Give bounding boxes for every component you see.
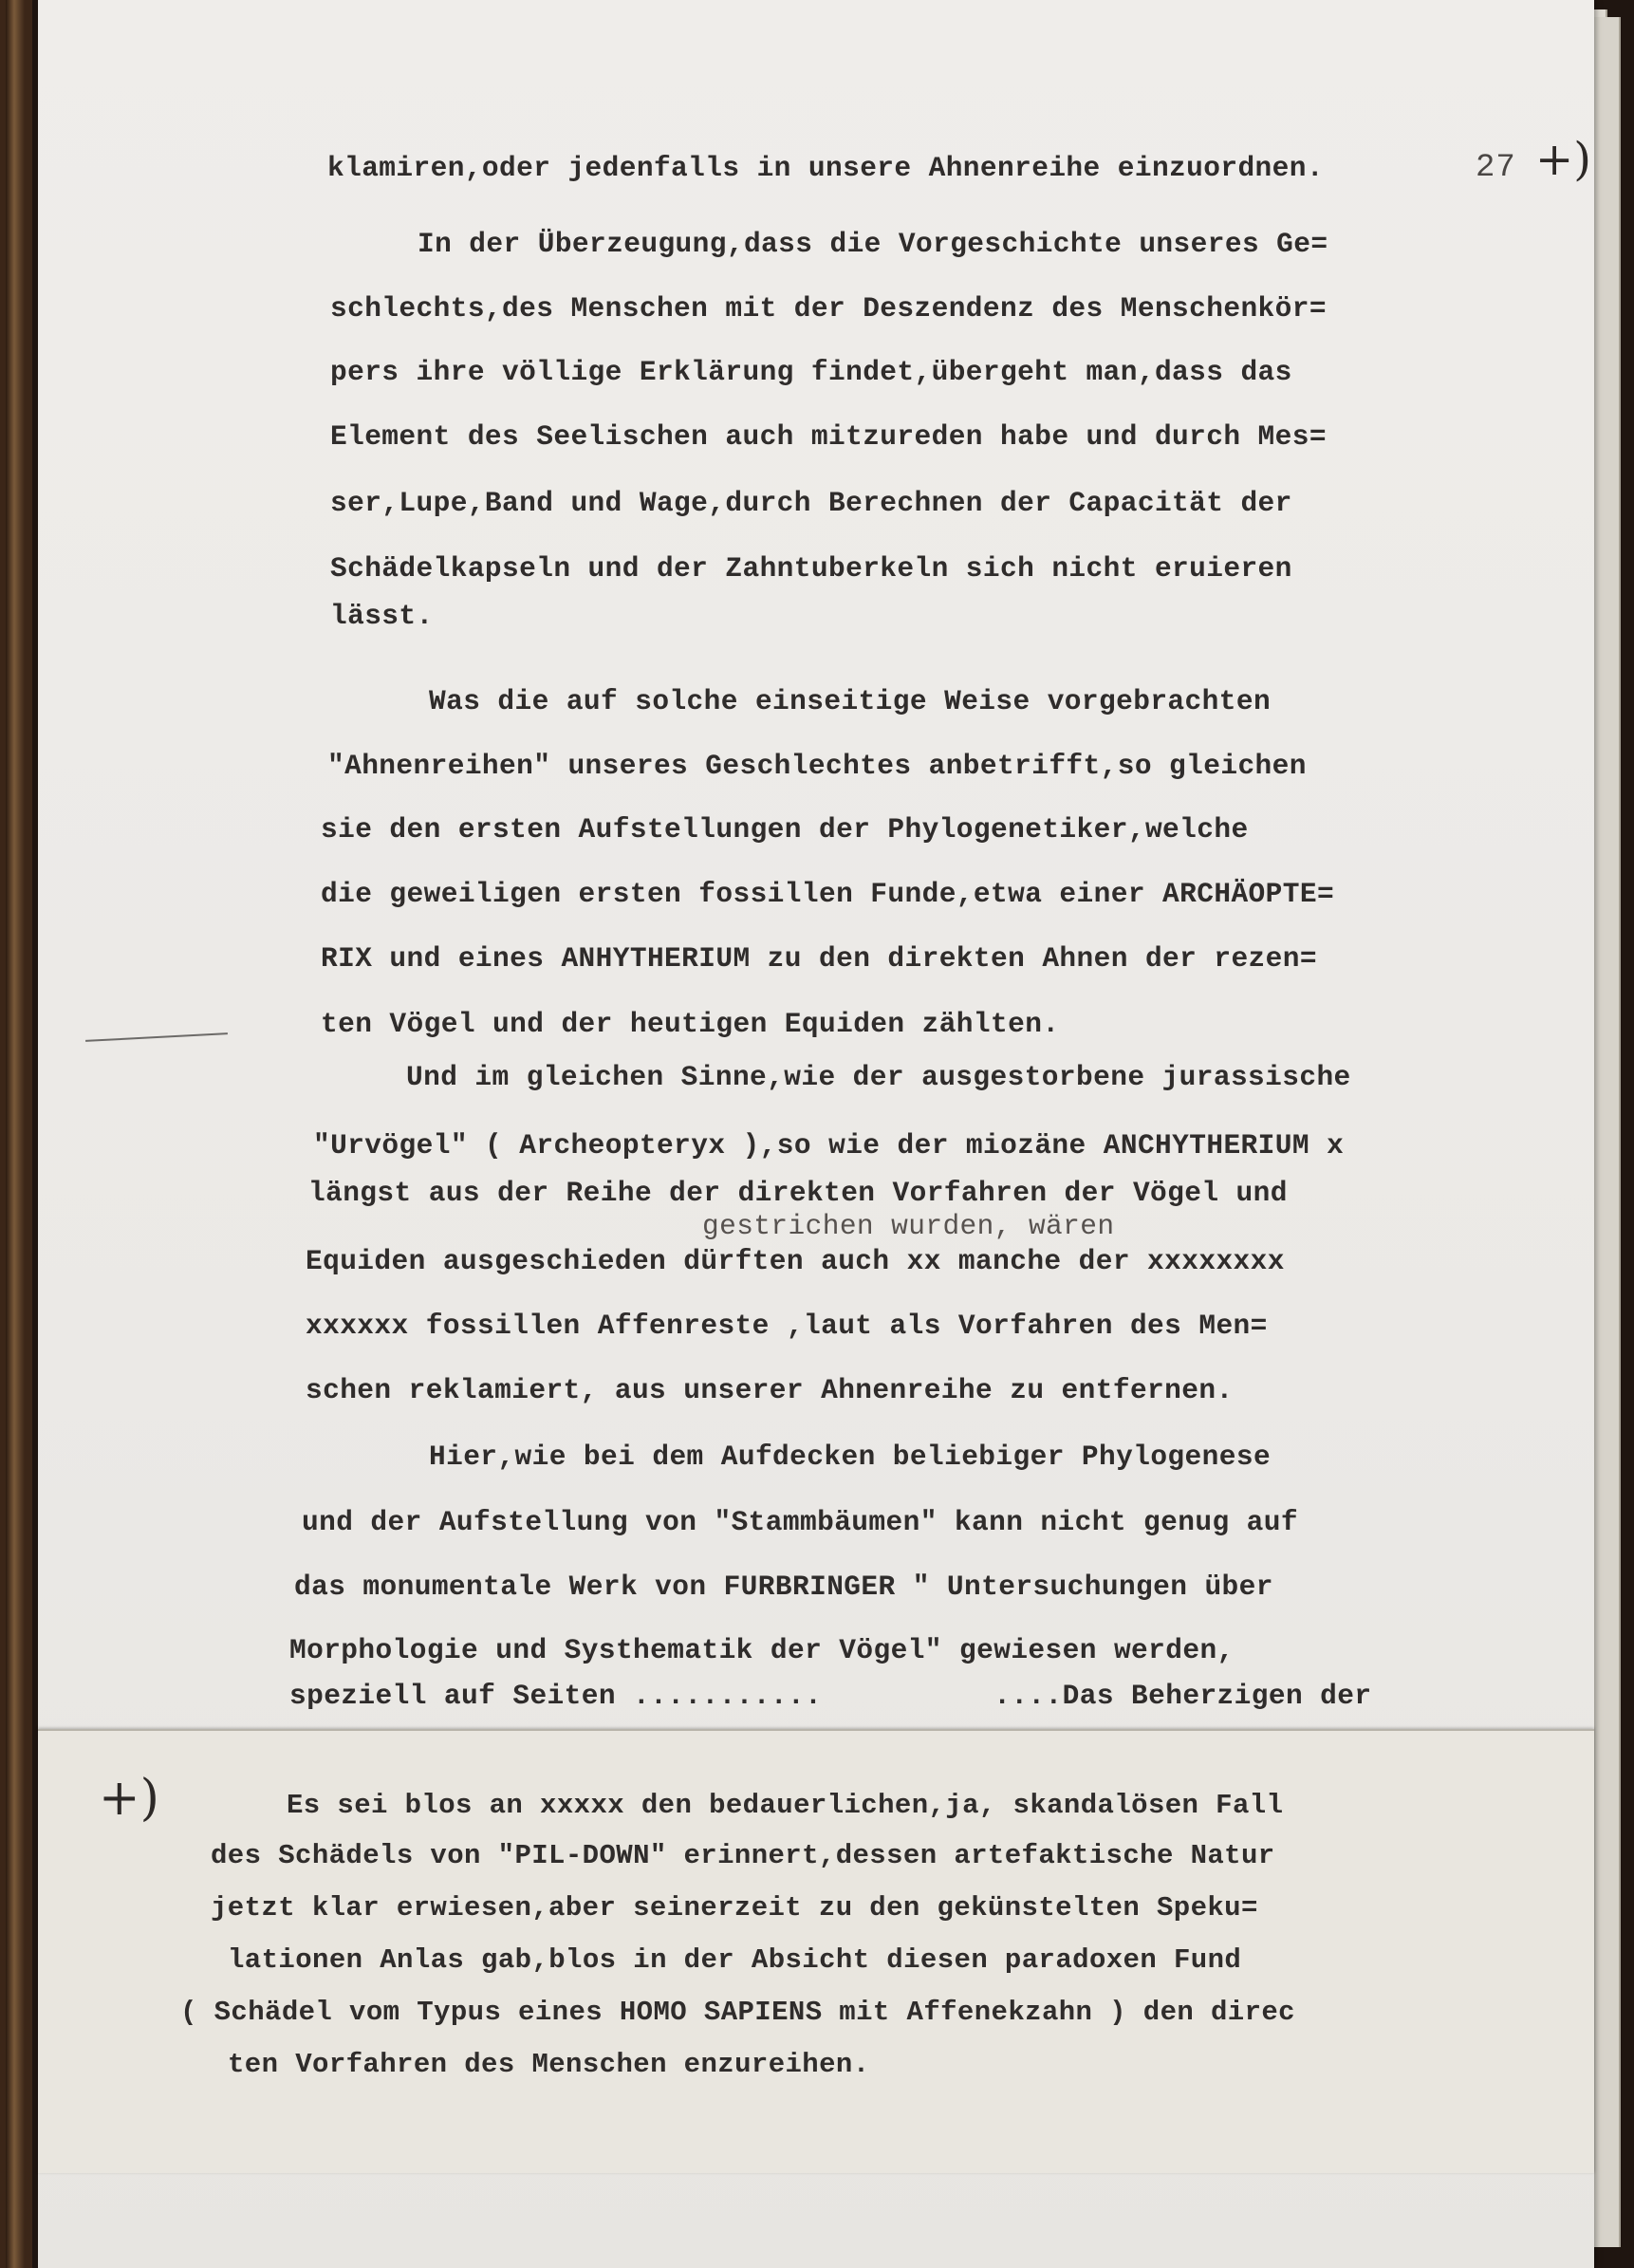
text-line: Was die auf solche einseitige Weise vorgebrachten: [429, 685, 1272, 717]
text-line: lässt.: [330, 600, 434, 632]
archive-binding-strip: [0, 0, 32, 2268]
text-line: Equiden ausgeschieden dürften auch xx manche der xxxxxxxx: [306, 1245, 1285, 1277]
text-line: [330, 292, 1327, 325]
footnote-line: Es sei blos an xxxxx den bedauerlichen,ja, skandalösen Fall: [287, 1790, 1284, 1821]
text-line: ser,Lupe,Band und Wage,durch Berechnen der Capacität der: [330, 487, 1292, 519]
footnote-reference-mark: +): [1535, 133, 1591, 186]
text-line: pers ihre völlige Erklärung findet,übergeht man,dass das: [330, 356, 1292, 388]
text-line: die geweiligen ersten fossillen Funde,etwa einer ARCHÄOPTE=: [321, 878, 1335, 910]
text-line: ten Vögel und der heutigen Equiden zählten.: [321, 1008, 1060, 1040]
footnote-line: ( Schädel vom Typus eines HOMO SAPIENS mit Affenekzahn ) den direc: [180, 1997, 1295, 2028]
binding-edge: [6, 0, 25, 2268]
text-line: das monumentale Werk von FURBRINGER " Untersuchungen über: [294, 1571, 1273, 1603]
text-line: RIX und eines ANHYTHERIUM zu den direkten Ahnen der rezen=: [321, 942, 1317, 975]
footnote-line: jetzt klar erwiesen,aber seinerzeit zu den gekünstelten Speku=: [211, 1892, 1258, 1924]
text-line: In der Überzeugung,dass die Vorgeschichte unseres Ge=: [418, 228, 1328, 260]
footnote-line: ten Vorfahren des Menschen enzureihen.: [228, 2049, 870, 2080]
text-line: speziell auf Seiten ........... ....Das Beherzigen der: [289, 1680, 1372, 1712]
interlinear-insertion: gestrichen wurden, wären: [702, 1210, 1115, 1242]
text-line: xxxxxx fossillen Affenreste ,laut als Vorfahren des Men=: [306, 1310, 1268, 1342]
text-line: sie den ersten Aufstellungen der Phylogenetiker,welche: [321, 813, 1249, 846]
text-line: Hier,wie bei dem Aufdecken beliebiger Phylogenese: [429, 1441, 1272, 1473]
text-line: Element des Seelischen auch mitzureden habe und durch Mes=: [330, 420, 1327, 453]
text-line: Schädelkapseln und der Zahntuberkeln sich nicht eruieren: [330, 552, 1292, 585]
footnote-line: des Schädels von "PIL-DOWN" erinnert,dessen artefaktische Natur: [211, 1840, 1275, 1871]
footnote-slip: [38, 1729, 1594, 2173]
text-line: "Urvögel" ( Archeopteryx ),so wie der miozäne ANCHYTHERIUM x: [313, 1129, 1345, 1162]
text-line: Morphologie und Systhematik der Vögel" gewiesen werden,: [289, 1634, 1235, 1666]
footnote-line: lationen Anlas gab,blos in der Absicht diesen paradoxen Fund: [228, 1944, 1242, 1976]
footnote-mark: +): [99, 1770, 159, 1827]
text-line: klamiren,oder jedenfalls in unsere Ahnenreihe einzuordnen.: [327, 152, 1324, 184]
text-line: schen reklamiert, aus unserer Ahnenreihe zu entfernen.: [306, 1374, 1234, 1406]
page-number: 27: [1476, 150, 1516, 186]
text-line: längst aus der Reihe der direkten Vorfahren der Vögel und: [308, 1177, 1288, 1209]
text-fragment: schlechts,des Menschen mit der Deszendenz des Menschenkör=: [330, 292, 1327, 325]
text-line: "Ahnenreihen" unseres Geschlechtes anbetrifft,so gleichen: [327, 750, 1307, 782]
text-line: und der Aufstellung von "Stammbäumen" kann nicht genug auf: [302, 1506, 1298, 1538]
text-line: Und im gleichen Sinne,wie der ausgestorbene jurassische: [406, 1061, 1351, 1093]
